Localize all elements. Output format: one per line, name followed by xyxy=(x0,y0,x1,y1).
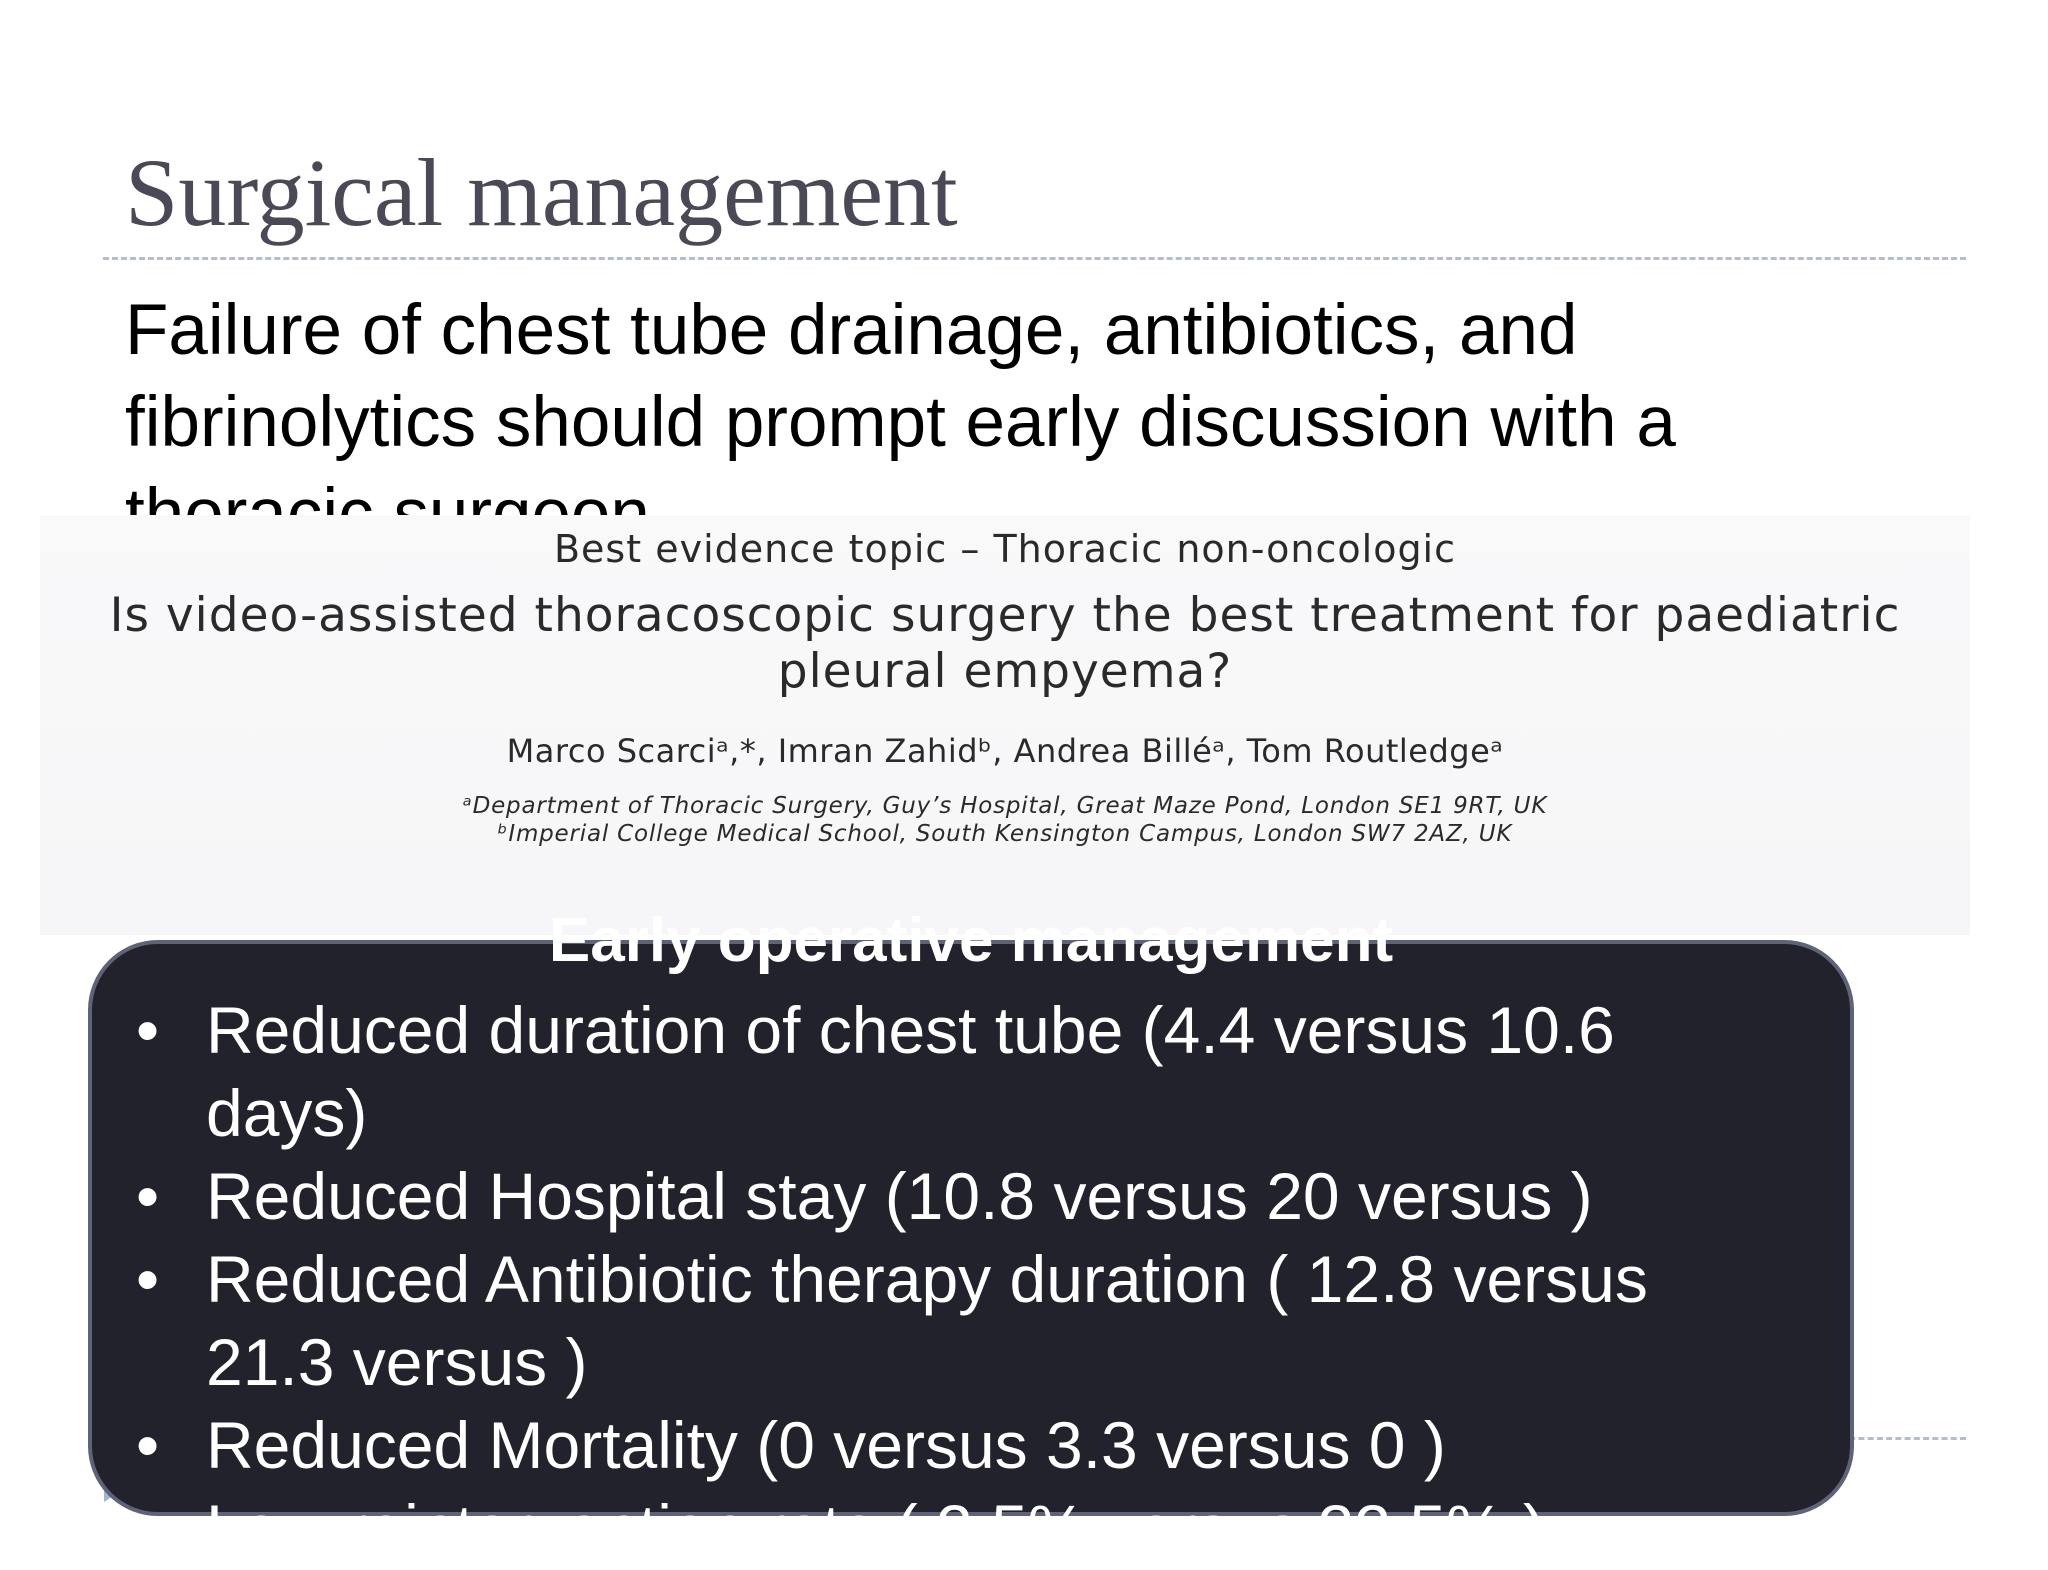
bullet-icon: • xyxy=(136,993,160,1067)
list-item-text: Reduced Antibiotic therapy duration ( 12.8 versus 21.3 versus ) xyxy=(206,1242,1648,1399)
list-item-text: Reduced duration of chest tube (4.4 versus 10.6 days) xyxy=(206,993,1615,1150)
bullet-icon: • xyxy=(136,1159,160,1233)
bullet-icon: • xyxy=(136,1491,160,1565)
list-item xyxy=(92,989,1792,1155)
callout-heading: Early operative management xyxy=(548,906,1394,975)
list-item-text: Reduced Mortality (0 versus 3.3 versus 0 ) xyxy=(206,1408,1446,1482)
bullet-icon: • xyxy=(136,1242,160,1316)
title-divider xyxy=(103,257,1966,260)
paper-section: Best evidence topic – Thoracic non-oncologic xyxy=(553,527,1457,571)
list-item xyxy=(92,1155,1792,1238)
paper-affiliation: ᵇImperial College Medical School, South Kensington Campus, London SW7 2AZ, UK xyxy=(497,821,1513,847)
paper-affiliation: ᵃDepartment of Thoracic Surgery, Guy’s Hospital, Great Maze Pond, London SE1 9RT, UK xyxy=(462,793,1548,819)
paper-header-image xyxy=(40,515,1970,935)
slide-title: Surgical management xyxy=(125,139,958,246)
footer-divider xyxy=(1840,1437,1966,1440)
callout-box xyxy=(88,906,1854,1565)
intro-text: Failure of chest tube drainage, antibiotics, and fibrinolytics should prompt early discussion with a xyxy=(125,291,1676,462)
paper-authors: Marco Scarciᵃ,*, Imran Zahidᵇ, Andrea Billéᵃ, Tom Routledgeᵃ xyxy=(506,732,1504,770)
list-item-text: Low reintervention rate ( 2.5% versus 22.5% ) xyxy=(206,1491,1545,1565)
list-item xyxy=(92,1487,1792,1570)
list-item-text: Reduced Hospital stay (10.8 versus 20 versus ) xyxy=(206,1159,1593,1233)
callout-list xyxy=(92,989,1792,1570)
list-item xyxy=(92,1238,1792,1404)
bullet-icon: • xyxy=(136,1408,160,1482)
paper-title: Is video-assisted thoracoscopic surgery the best treatment for paediatric pleural empyema? xyxy=(109,588,1901,699)
list-item xyxy=(92,1404,1792,1487)
